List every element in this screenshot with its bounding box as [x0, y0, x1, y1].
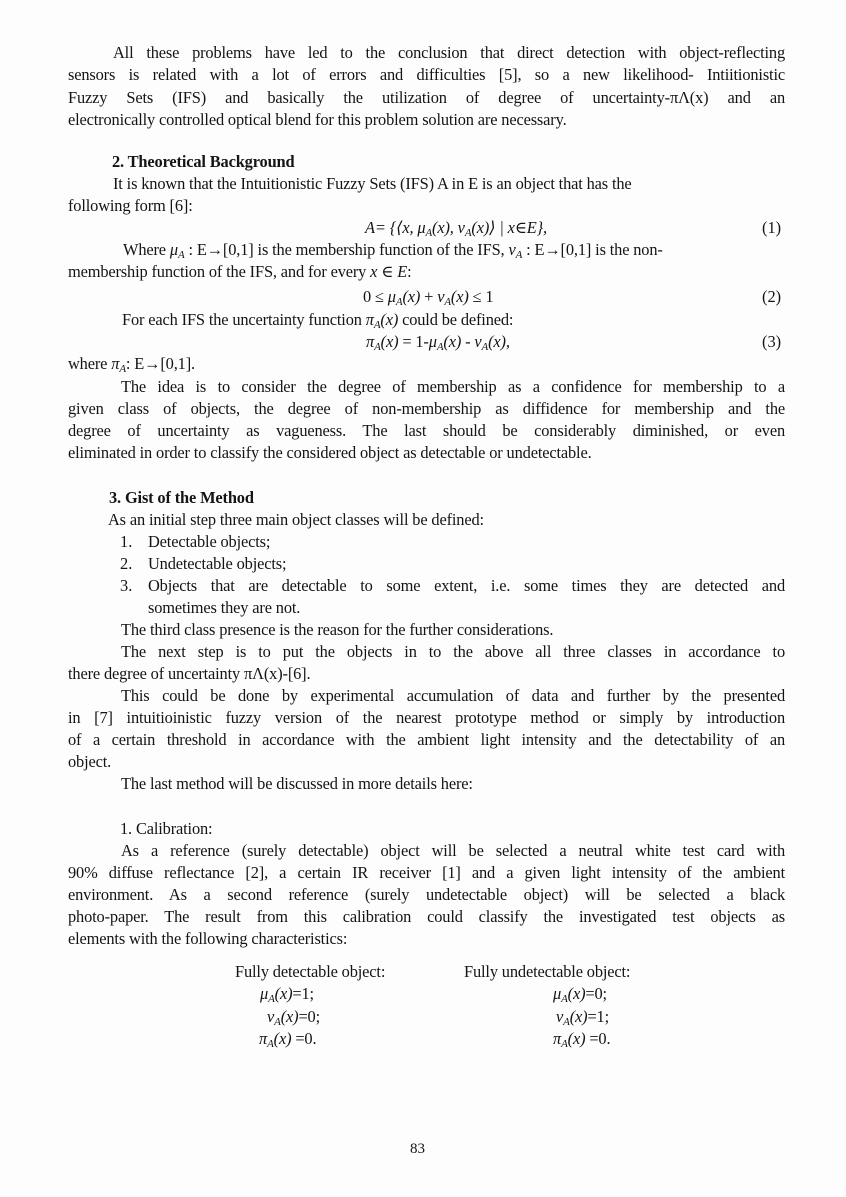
s3-p2-line-1: The next step is to put the objects in to the above all three classes in accordance to — [121, 642, 785, 661]
intro-line-2: sensors is related with a lot of errors and difficulties [5], so a new likelihood- Intiitionistic — [68, 65, 785, 84]
intro-line-4: electronically controlled optical blend for this problem solution are necessary. — [68, 110, 567, 129]
calibration-line-2: 90% diffuse reflectance [2], a certain IR receiver [1] and a given light intensity of the ambient — [68, 863, 785, 882]
s2-p5-line-4: eliminated in order to classify the considered object as detectable or undetectable. — [68, 443, 592, 462]
s3-intro: As an initial step three main object classes will be defined: — [108, 510, 484, 529]
equation-2-number: (2) — [762, 287, 782, 306]
s3-p1: The third class presence is the reason for the further considerations. — [121, 620, 554, 639]
s3-p3-line-3: of a certain threshold in accordance with the ambient light intensity and the detectability of an — [68, 730, 785, 749]
equation-3: $\pi_A(x) = 1-\mu_A(x) - \nu_A(x)$, — [366, 332, 510, 353]
s2-p5-line-2: given class of objects, the degree of non-membership as diffidence for membership and the — [68, 399, 785, 418]
list-item-3-text-cont: sometimes they are not. — [148, 598, 301, 617]
s2-p5-line-1: The idea is to consider the degree of membership as a confidence for membership to a — [121, 377, 785, 396]
s2-p4: where $\pi_A$: E→[0,1]. — [68, 354, 195, 375]
undetectable-mu: $\mu_A(x)=0$; — [553, 984, 607, 1005]
s2-p2-line-1: Where $\mu_A$ : E→[0,1] is the membership function of the IFS, $\nu_A$ : E→[0,1] is the non- — [123, 240, 663, 261]
s2-p5-line-3: degree of uncertainty as vagueness. The last should be considerably diminished, or even — [68, 421, 785, 440]
s2-p2-line-2: membership function of the IFS, and for every x ∈ E: — [68, 262, 412, 281]
list-item-1-number: 1. — [120, 532, 133, 551]
calibration-line-3: environment. As a second reference (surely undetectable object) will be selected a black — [68, 885, 785, 904]
intro-line-1: All these problems have led to the conclusion that direct detection with object-reflecting — [113, 43, 785, 62]
list-item-2-number: 2. — [120, 554, 133, 573]
s3-p3-line-4: object. — [68, 752, 112, 771]
calibration-heading: 1. Calibration: — [120, 819, 213, 838]
s3-p2-line-2: there degree of uncertainty πΛ(x)-[6]. — [68, 664, 311, 683]
list-item-2-text: Undetectable objects; — [148, 554, 287, 573]
detectable-nu: $\nu_A(x)=0$; — [267, 1007, 320, 1028]
s2-p1-line-1: It is known that the Intuitionistic Fuzzy Sets (IFS) A in E is an object that has the — [113, 174, 632, 193]
detectable-mu: $\mu_A(x)=1$; — [260, 984, 314, 1005]
equation-3-number: (3) — [762, 332, 782, 351]
s2-p1-line-2: following form [6]: — [68, 196, 193, 215]
calibration-line-4: photo-paper. The result from this calibration could classify the investigated test objects as — [68, 907, 785, 926]
section-3-heading: 3. Gist of the Method — [109, 488, 254, 507]
intro-line-3: Fuzzy Sets (IFS) and basically the utilization of degree of uncertainty-πΛ(x) and an — [68, 88, 785, 107]
undetectable-title: Fully undetectable object: — [464, 962, 631, 981]
s3-p3-line-2: in [7] intuitioinistic fuzzy version of the nearest prototype method or simply by introduction — [68, 708, 785, 727]
section-2-heading: 2. Theoretical Background — [112, 152, 295, 171]
equation-1: A= {⟨x, $\mu_A(x)$, $\nu_A(x)⟩$ | x∈E}, — [365, 218, 547, 239]
list-item-1-text: Detectable objects; — [148, 532, 271, 551]
undetectable-nu: $\nu_A(x)=1$; — [556, 1007, 609, 1028]
undetectable-pi: $\pi_A(x) =0$. — [553, 1029, 611, 1050]
equation-2: $0 \le \mu_A(x) + \nu_A(x) \le 1$ — [363, 287, 494, 308]
s3-p3-line-1: This could be done by experimental accumulation of data and further by the presented — [121, 686, 785, 705]
detectable-title: Fully detectable object: — [235, 962, 386, 981]
detectable-pi: $\pi_A(x) =0$. — [259, 1029, 317, 1050]
s3-p4: The last method will be discussed in more details here: — [121, 774, 473, 793]
list-item-3-text: Objects that are detectable to some extent, i.e. some times they are detected and — [148, 576, 785, 595]
calibration-line-1: As a reference (surely detectable) object will be selected a neutral white test card with — [121, 841, 785, 860]
s2-p3: For each IFS the uncertainty function $\pi_A(x)$ could be defined: — [122, 310, 514, 331]
equation-1-number: (1) — [762, 218, 782, 237]
calibration-line-5: elements with the following characteristics: — [68, 929, 348, 948]
page-number: 83 — [410, 1141, 425, 1157]
list-item-3-number: 3. — [120, 576, 133, 595]
